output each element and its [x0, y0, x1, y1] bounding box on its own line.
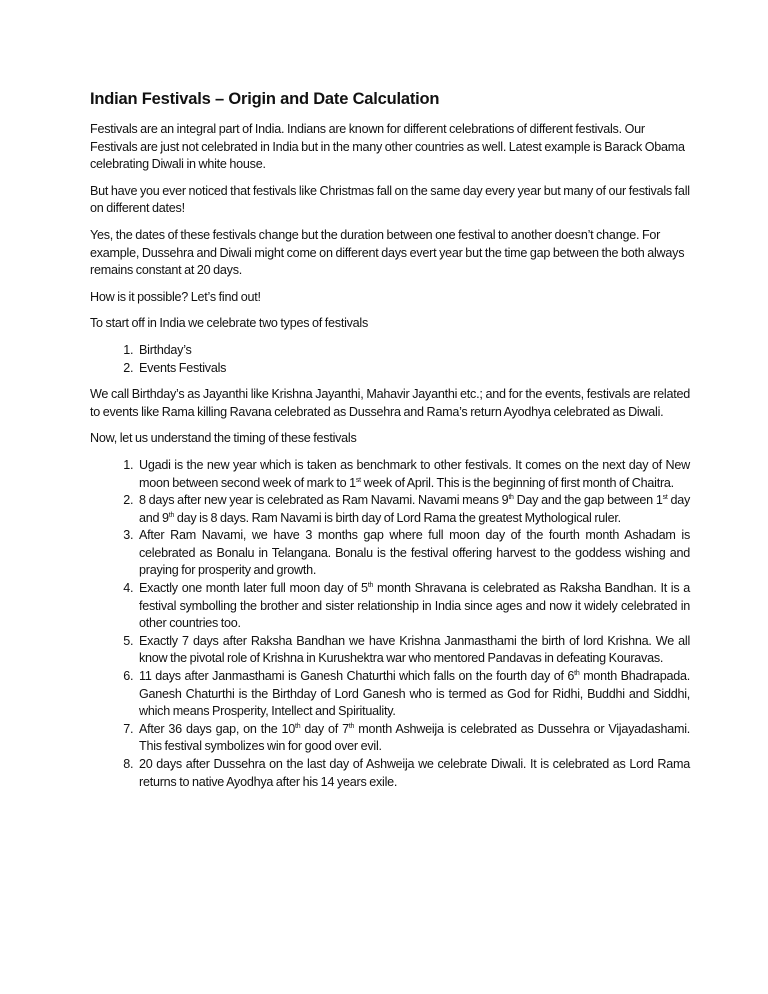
- festival-timing-list: [90, 457, 690, 791]
- list-item: 2. 8 days after new year is celebrated as Ram Navami. Navami means 9th Day and the gap between 1st day and 9th day is 8 days. Ram Navami is birth day of Lord Rama the greatest Mythological ruler.: [136, 492, 690, 527]
- how-paragraph: How is it possible? Let’s find out!: [90, 289, 261, 304]
- list-item: 1. Ugadi is the new year which is taken as benchmark to other festivals. It comes on the next day of New moon between second week of mark to 1st week of April. This is the beginning of first month of Chaitra.: [136, 457, 690, 492]
- list-item: 3. After Ram Navami, we have 3 months gap where full moon day of the fourth month Ashadam is celebrated as Bonalu in Telangana. Bonalu is the festival offering harvest to the goddess wishing and praying for prosperity and growth.: [136, 527, 690, 580]
- document-page: [90, 90, 690, 800]
- list-item: 4. Exactly one month later full moon day of 5th month Shravana is celebrated as Raksha Bandhan. It is a festival symbolling the brother and sister relationship in India since ages and now it widely celebrated in other countries too.: [136, 580, 690, 633]
- question-paragraph: But have you ever noticed that festivals like Christmas fall on the same day every year but many of our festivals fall on different dates!: [90, 183, 690, 216]
- list-item: 1. Birthday’s: [136, 342, 690, 360]
- birthday-paragraph: We call Birthday’s as Jayanthi like Krishna Jayanthi, Mahavir Jayanthi etc.; and for the events, festivals are related to events like Rama killing Ravana celebrated as Dussehra and Rama’s return Ayodhya celebrated as Diwali.: [90, 387, 690, 419]
- list-item: 5. Exactly 7 days after Raksha Bandhan we have Krishna Janmasthami the birth of lord Krishna. We all know the pivotal role of Krishna in Kurushektra war who mentored Pandavas in defeating Kouravas.: [136, 633, 690, 668]
- list-item: 8. 20 days after Dussehra on the last day of Ashweija we celebrate Diwali. It is celebrated as Lord Rama returns to native Ayodhya after his 14 years exile.: [136, 756, 690, 791]
- document-title: Indian Festivals – Origin and Date Calculation: [90, 90, 440, 108]
- types-intro-paragraph: To start off in India we celebrate two types of festivals: [90, 316, 369, 331]
- list-item: 7. After 36 days gap, on the 10th day of 7th month Ashweija is celebrated as Dussehra or Vijayadashami. This festival symbolizes win for good over evil.: [136, 721, 690, 756]
- intro-paragraph: Festivals are an integral part of India. Indians are known for different celebrations of different festivals. Our Festivals are just not celebrated in India but in the many other countries as well. Latest example is Barack Obama celebrating Diwali in white house.: [90, 122, 685, 172]
- list-item: 6. 11 days after Janmasthami is Ganesh Chaturthi which falls on the fourth day of 6th month Bhadrapada. Ganesh Chaturthi is the Birthday of Lord Ganesh who is termed as God for Ridhi, Buddhi and Siddhi, which means Prosperity, Intellect and Spirituality.: [136, 668, 690, 721]
- festival-types-list: [90, 342, 690, 377]
- dates-paragraph: Yes, the dates of these festivals change but the duration between one festival to another doesn’t change. For example, Dussehra and Diwali might come on different days evert year but the time gap between the both always remains constant at 20 days.: [90, 227, 685, 278]
- timing-intro-paragraph: Now, let us understand the timing of these festivals: [90, 431, 357, 446]
- list-item: 2. Events Festivals: [136, 360, 690, 378]
